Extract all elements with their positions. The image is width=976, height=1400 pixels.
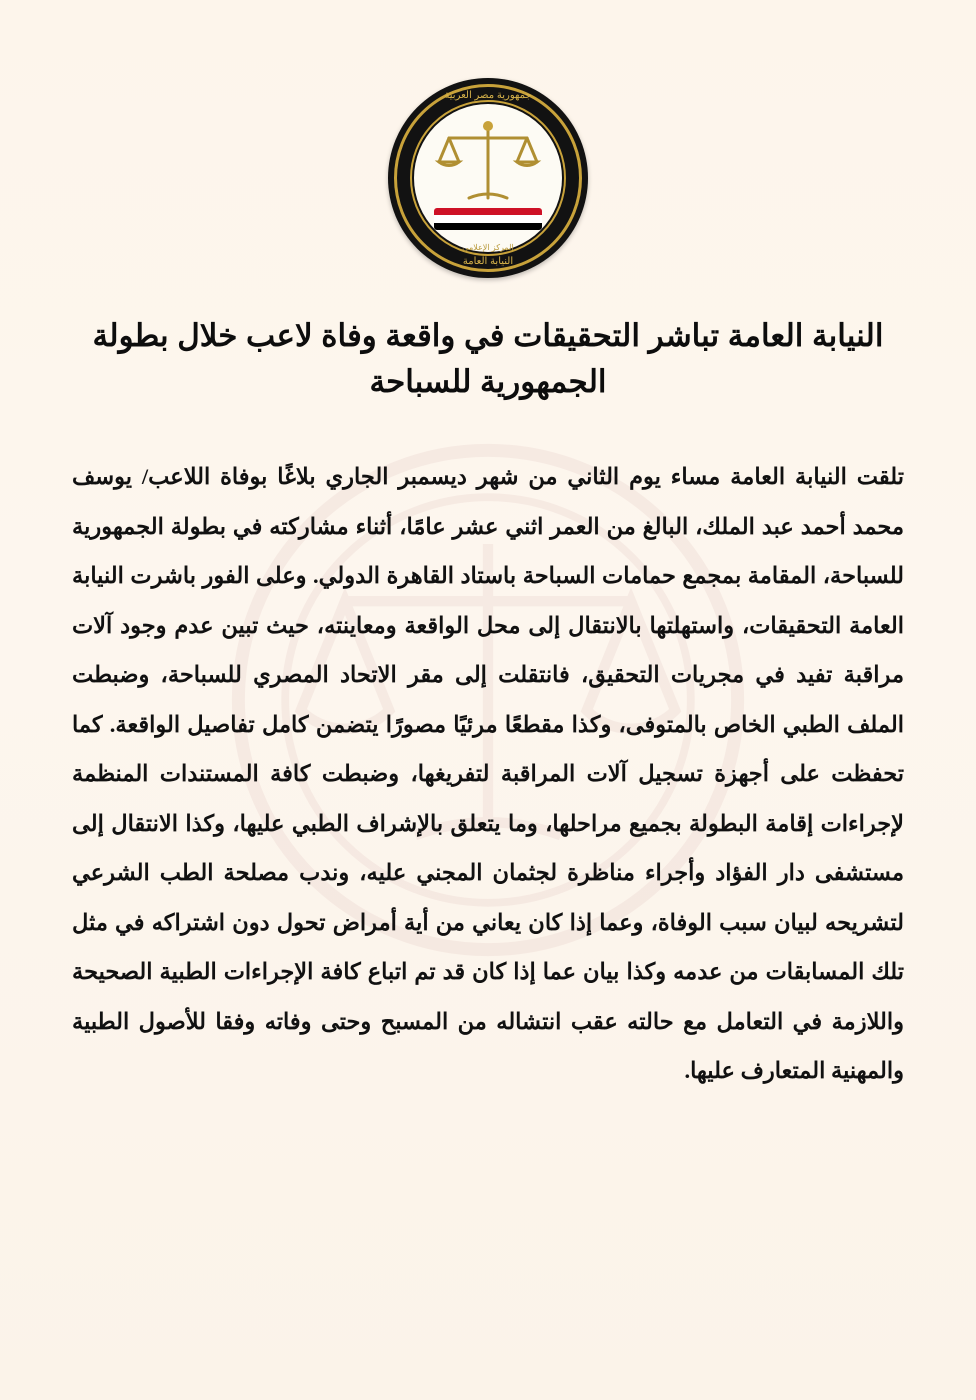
statement-paragraph: تلقت النيابة العامة مساء يوم الثاني من شهر ديسمبر الجاري بلاغًا بوفاة اللاعب/ يوسف محمد أحمد عبد الملك، البالغ من العمر اثني عشر عامًا، أثناء مشاركته في بطولة الجمهورية للسباحة، المقامة بمجمع حمامات السباحة باستاد القاهرة الدولي. وعلى الفور باشرت النيابة العامة التحقيقات، واستهلتها بالانتقال إلى محل الواقعة ومعاينته، حيث تبين عدم وجود آلات مراقبة تفيد في مجريات التحقيق، فانتقلت إلى مقر الاتحاد المصري للسباحة، وضبطت الملف الطبي الخاص بالمتوفى، وكذا مقطعًا مرئيًا مصورًا يتضمن كامل تفاصيل الواقعة. كما تحفظت على أجهزة تسجيل آلات المراقبة لتفريغها، وضبطت كافة المستندات المنظمة لإجراءات إقامة البطولة بجميع مراحلها، وما يتعلق بالإشراف الطبي عليها، وكذا الانتقال إلى مستشفى دار الفؤاد وأجراء مناظرة لجثمان المجني عليه، وندب مصلحة الطب الشرعي لتشريحه لبيان سبب الوفاة، وعما إذا كان يعاني من أية أمراض تحول دون اشتراكه في مثل تلك المسابقات من عدمه وكذا بيان عما إذا كان قد تم اتباع كافة الإجراءات الطبية الصحيحة واللازمة في التعامل مع حالته عقب انتشاله من المسبح وحتى وفاته وفقا للأصول الطبية والمهنية المتعارف عليها. — [72, 464, 904, 1083]
scales-of-justice-icon — [433, 118, 543, 210]
emblem-text-bottom: النيابة العامة — [462, 256, 514, 267]
emblem — [388, 78, 588, 278]
emblem-text-top: جمهورية مصر العربية — [444, 90, 532, 101]
emblem-disc — [388, 78, 588, 278]
page-title: النيابة العامة تباشر التحقيقات في واقعة وفاة لاعب خلال بطولة الجمهورية للسباحة — [92, 317, 884, 400]
egypt-flag-band — [434, 208, 542, 230]
statement-body — [72, 452, 904, 1096]
emblem-text-mid: المركز الإعلامي — [462, 243, 514, 252]
